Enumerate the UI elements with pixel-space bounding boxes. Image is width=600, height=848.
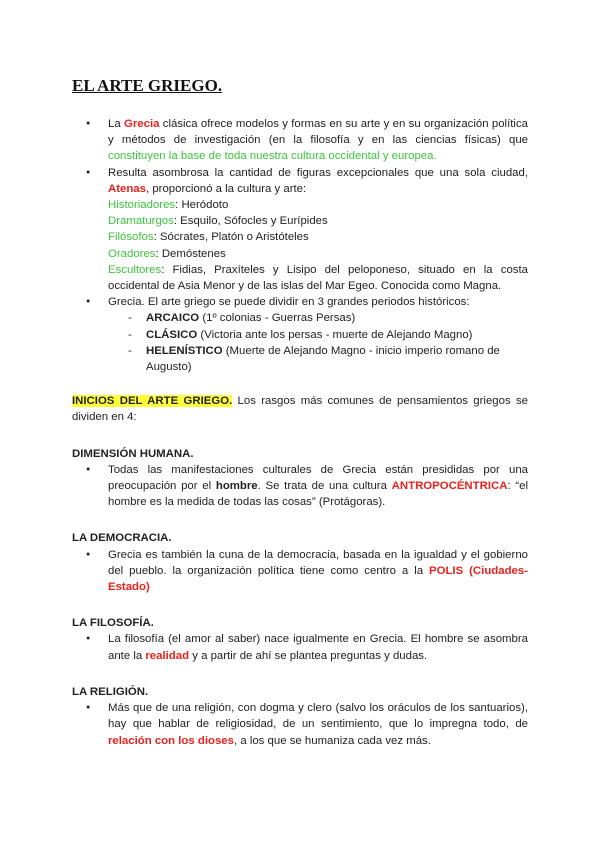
document-title: EL ARTE GRIEGO. — [72, 76, 223, 95]
inicios-paragraph: INICIOS DEL ARTE GRIEGO. Los rasgos más comunes de pensamientos griegos se dividen en 4: — [72, 395, 528, 424]
intro-bullet-grecia: ● La Grecia clásica ofrece modelos y formas en su arte y en su organización política y métodos de investigación (en la filosofía y en las ciencias físicas) que constituyen la base de toda nuestra cultura occidental y europea. — [72, 116, 528, 165]
filosofia-list — [72, 631, 528, 663]
intro-bullet-atenas: ● Resulta asombrosa la cantidad de figuras excepcionales que una sola ciudad, Atenas, proporcionó a la cultura y arte: Historiadores: Heródoto Dramaturgos: Esquilo, Sófocles y Eurípides Filósofos: Sócrates, Platón o Aristóteles Oradores: Demóstenes Escultores: Fidias, Praxíteles y Lisipo del peloponeso, situado en la costa occidental de Asia Menor y de las islas del Mar Egeo. Conocida como Magna. — [72, 165, 528, 295]
figure-escultores: Escultores: Fidias, Praxíteles y Lisipo del peloponeso, situado en la costa occidental de Asia Menor y de las islas del Mar Egeo. Conocida como Magna. — [108, 263, 528, 293]
atenas-highlight: Atenas — [108, 182, 146, 195]
democracia-bullet: ● Grecia es también la cuna de la democracia, basada en la igualdad y el gobierno del pueblo. la organización política tiene como centro a la POLIS (Ciudades-Estado) — [72, 547, 528, 596]
heading-dimension-humana: DIMENSIÓN HUMANA. — [72, 447, 194, 460]
heading-democracia: LA DEMOCRACIA. — [72, 532, 172, 545]
period-clasico: - CLÁSICO (Victoria ante los persas - muerte de Alejando Magno) — [72, 327, 528, 343]
humana-list — [72, 462, 528, 511]
religion-bullet: ● Más que de una religión, con dogma y clero (salvo los oráculos de los santuarios), hay que hablar de religiosidad, de un sentimiento, que lo impregna todo, de relación con los dioses, a los que se humaniza cada vez más. — [72, 700, 528, 749]
grecia-highlight: Grecia — [123, 118, 160, 130]
figure-filosofos: Filósofos: Sócrates, Platón o Aristóteles — [108, 231, 309, 244]
period-helenistico: - HELENÍSTICO (Muerte de Alejando Magno - inicio imperio romano de Augusto) — [72, 343, 528, 375]
intro-list — [72, 116, 528, 310]
inicios-heading: INICIOS DEL ARTE GRIEGO. — [72, 395, 233, 408]
figure-oradores: Oradores: Demóstenes — [108, 247, 226, 260]
intro-bullet-periodos: ● Grecia. El arte griego se puede dividir en 3 grandes periodos históricos: — [72, 294, 528, 310]
religion-list — [72, 700, 528, 749]
democracia-list — [72, 547, 528, 596]
document-body — [72, 116, 528, 749]
period-arcaico: - ARCAICO (1º colonias - Guerras Persas) — [72, 310, 528, 326]
figure-dramaturgos: Dramaturgos: Esquilo, Sófocles y Eurípides — [108, 215, 328, 228]
filosofia-bullet: ● La filosofía (el amor al saber) nace igualmente en Grecia. El hombre se asombra ante la realidad y a partir de ahí se plantea preguntas y dudas. — [72, 631, 528, 663]
heading-religion: LA RELIGIÓN. — [72, 685, 149, 698]
periods-list — [72, 310, 528, 375]
heading-filosofia: LA FILOSOFÍA. — [72, 617, 154, 630]
figure-historiadores: Historiadores: Heródoto — [108, 199, 229, 212]
green-statement: constituyen la base de toda nuestra cultura occidental y europea. — [108, 150, 437, 163]
humana-bullet: ● Todas las manifestaciones culturales de Grecia están presididas por una preocupación por el hombre. Se trata de una cultura ANTROPOCÉNTRICA: “el hombre es la medida de todas las cosas” (Protágoras). — [72, 462, 528, 511]
